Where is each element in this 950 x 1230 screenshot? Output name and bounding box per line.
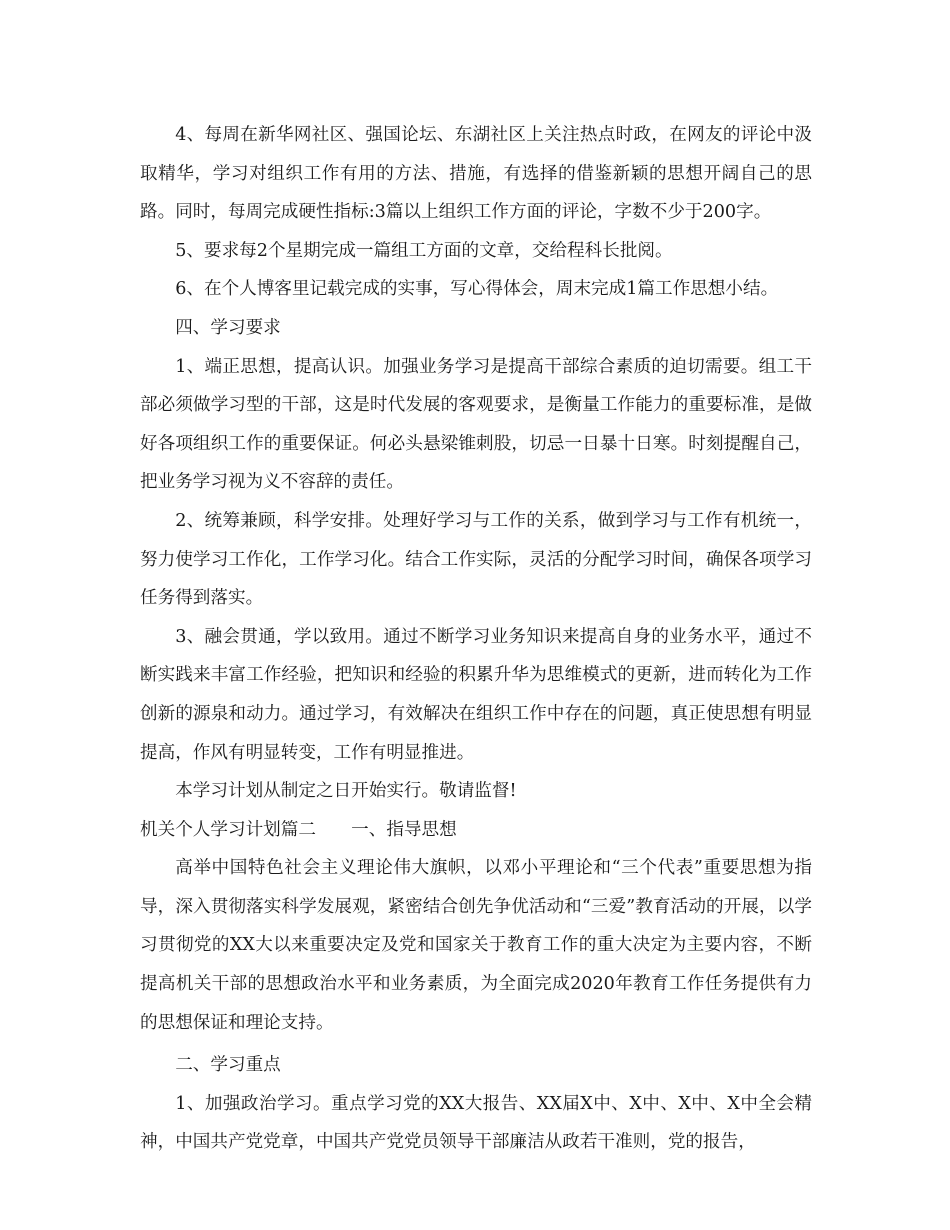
paragraph-weekly-commentary: 4、每周在新华网社区、强国论坛、东湖社区上关注热点时政，在网友的评论中汲取精华，学习对组织工作有用的方法、措施，有选择的借鉴新颖的思想开阔自己的思路。同时，每周完成硬性指标:3篇以上组织工作方面的评论，字数不少于200字。	[140, 125, 812, 223]
paragraph-requirement-1: 1、端正思想，提高认识。加强业务学习是提高干部综合素质的迫切需要。组工干部必须做学习型的干部，这是时代发展的客观要求，是衡量工作能力的重要标准，是做好各项组织工作的重要保证。何必头悬梁锥刺股，切忌一日暴十日寒。时刻提醒自己，把业务学习视为义不容辞的责任。	[140, 356, 812, 493]
paragraph-biweekly-article: 5、要求每2个星期完成一篇组工方面的文章，交给程科长批阅。	[175, 240, 673, 261]
paragraph-plan-closing: 本学习计划从制定之日开始实行。敬请监督!	[175, 781, 517, 802]
paragraph-requirement-3: 3、融会贯通，学以致用。通过不断学习业务知识来提高自身的业务水平，通过不断实践来丰富工作经验，把知识和经验的积累升华为思维模式的更新，进而转化为工作创新的源泉和动力。通过学习，有效解决在组织工作中存在的问题，真正使思想有明显提高，作风有明显转变，工作有明显推进。	[140, 626, 812, 763]
paragraph-requirement-2: 2、统筹兼顾，科学安排。处理好学习与工作的关系，做到学习与工作有机统一，努力使学习工作化，工作学习化。结合工作实际，灵活的分配学习时间，确保各项学习任务得到落实。	[140, 510, 812, 609]
document-body	[140, 116, 812, 1162]
paragraph-guiding-thought: 高举中国特色社会主义理论伟大旗帜，以邓小平理论和“三个代表”重要思想为指导，深入贯彻落实科学发展观，紧密结合创先争优活动和“三爱”教育活动的开展，以学习贯彻党的XX大以来重要决定及党和国家关于教育工作的重大决定为主要内容，不断提高机关干部的思想政治水平和业务素质，为全面完成2020年教育工作任务提供有力的思想保证和理论支持。	[140, 858, 812, 1033]
heading-study-requirements: 四、学习要求	[175, 317, 281, 338]
heading-study-focus: 二、学习重点	[175, 1055, 281, 1076]
paragraph-political-study: 1、加强政治学习。重点学习党的XX大报告、XX届X中、X中、X中、X中全会精神，中国共产党党章，中国共产党党员领导干部廉洁从政若干准则，党的报告，	[140, 1093, 812, 1153]
paragraph-blog-record: 6、在个人博客里记载完成的实事，写心得体会，周末完成1篇工作思想小结。	[175, 279, 779, 300]
heading-plan-two: 机关个人学习计划篇二 一、指导思想	[140, 819, 457, 840]
